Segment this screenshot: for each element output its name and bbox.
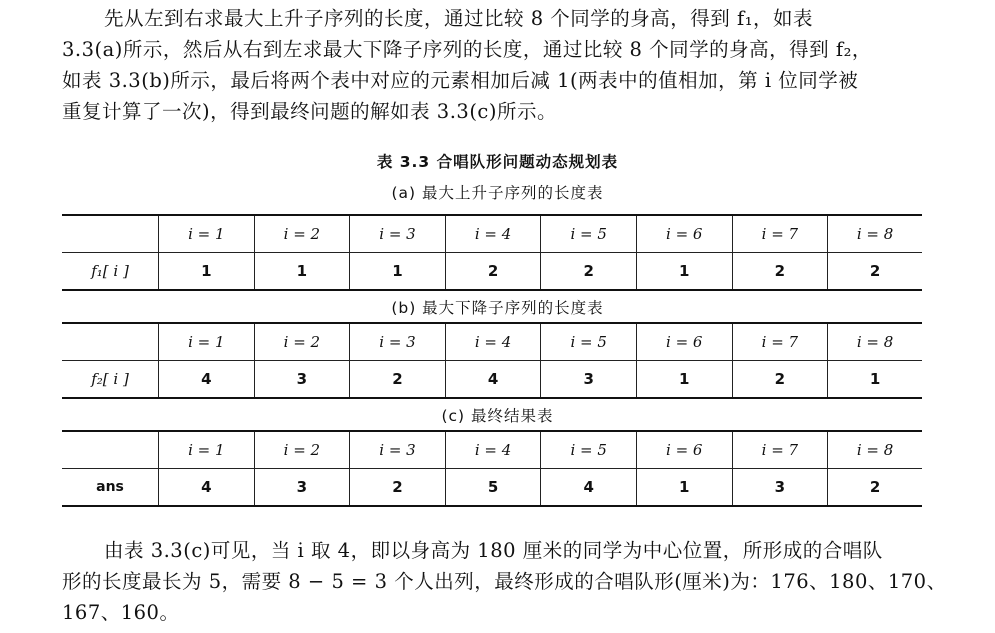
header-cell: i = 8 — [828, 215, 922, 253]
value-cell: 4 — [445, 361, 541, 399]
table-a — [62, 214, 922, 291]
value-cell: 1 — [828, 361, 922, 399]
conclusion-paragraph — [62, 535, 947, 628]
intro-line: 3.3(a)所示，然后从右到左求最大下降子序列的长度，通过比较 8 个同学的身高，得到 f₂， — [62, 38, 872, 61]
intro-paragraph — [62, 3, 930, 127]
value-cell: 1 — [350, 253, 446, 291]
header-cell: i = 2 — [254, 323, 350, 361]
table-c-caption: (c) 最终结果表 — [441, 407, 554, 425]
header-cell: i = 4 — [445, 215, 541, 253]
header-cell: i = 6 — [636, 215, 732, 253]
header-cell: i = 5 — [541, 431, 637, 469]
table-row — [62, 469, 922, 507]
header-cell: i = 8 — [828, 431, 922, 469]
header-cell: i = 7 — [732, 431, 828, 469]
table-c — [62, 430, 922, 507]
value-cell: 1 — [636, 361, 732, 399]
value-cell: 3 — [254, 469, 350, 507]
table-a-caption: (a) 最大上升子序列的长度表 — [391, 184, 604, 202]
table-title: 表 3.3 合唱队形问题动态规划表 — [376, 153, 619, 171]
value-cell: 1 — [254, 253, 350, 291]
value-cell: 5 — [445, 469, 541, 507]
header-cell: i = 3 — [350, 323, 446, 361]
table-b — [62, 322, 922, 399]
intro-line: 重复计算了一次)，得到最终问题的解如表 3.3(c)所示。 — [62, 100, 557, 123]
value-cell: 2 — [732, 253, 828, 291]
header-corner-cell — [62, 323, 159, 361]
value-cell: 3 — [732, 469, 828, 507]
value-cell: 2 — [350, 469, 446, 507]
value-cell: 1 — [636, 469, 732, 507]
header-cell: i = 1 — [159, 323, 255, 361]
header-cell: i = 2 — [254, 431, 350, 469]
value-cell: 2 — [828, 253, 922, 291]
value-cell: 4 — [541, 469, 637, 507]
header-cell: i = 4 — [445, 431, 541, 469]
row-label-cell: f₂[ i ] — [62, 361, 159, 399]
row-label-cell: ans — [62, 469, 159, 507]
conclusion-line: 形的长度最长为 5，需要 8 − 5 = 3 个人出列，最终形成的合唱队形(厘米)为：176、180、170、 — [62, 570, 947, 593]
header-cell: i = 8 — [828, 323, 922, 361]
header-cell: i = 5 — [541, 323, 637, 361]
intro-line: 先从左到右求最大上升子序列的长度，通过比较 8 个同学的身高，得到 f₁，如表 — [104, 7, 814, 30]
header-cell: i = 6 — [636, 431, 732, 469]
value-cell: 2 — [541, 253, 637, 291]
table-b-caption: (b) 最大下降子序列的长度表 — [391, 299, 604, 317]
value-cell: 4 — [159, 361, 255, 399]
table-row — [62, 323, 922, 361]
row-label-cell: f₁[ i ] — [62, 253, 159, 291]
value-cell: 3 — [541, 361, 637, 399]
header-cell: i = 2 — [254, 215, 350, 253]
header-cell: i = 7 — [732, 215, 828, 253]
header-cell: i = 3 — [350, 431, 446, 469]
table-row — [62, 253, 922, 291]
value-cell: 2 — [445, 253, 541, 291]
conclusion-line: 167、160。 — [62, 601, 180, 624]
header-corner-cell — [62, 215, 159, 253]
header-cell: i = 1 — [159, 431, 255, 469]
value-cell: 1 — [636, 253, 732, 291]
header-cell: i = 7 — [732, 323, 828, 361]
header-cell: i = 4 — [445, 323, 541, 361]
table-row — [62, 215, 922, 253]
header-cell: i = 5 — [541, 215, 637, 253]
value-cell: 2 — [732, 361, 828, 399]
value-cell: 2 — [350, 361, 446, 399]
header-cell: i = 3 — [350, 215, 446, 253]
header-corner-cell — [62, 431, 159, 469]
header-cell: i = 1 — [159, 215, 255, 253]
conclusion-line: 由表 3.3(c)可见，当 i 取 4，即以身高为 180 厘米的同学为中心位置，所形成的合唱队 — [104, 539, 883, 562]
value-cell: 3 — [254, 361, 350, 399]
intro-line: 如表 3.3(b)所示，最后将两个表中对应的元素相加后减 1(两表中的值相加，第 i 位同学被 — [62, 69, 859, 92]
value-cell: 4 — [159, 469, 255, 507]
value-cell: 2 — [828, 469, 922, 507]
value-cell: 1 — [159, 253, 255, 291]
table-row — [62, 361, 922, 399]
header-cell: i = 6 — [636, 323, 732, 361]
table-row — [62, 431, 922, 469]
